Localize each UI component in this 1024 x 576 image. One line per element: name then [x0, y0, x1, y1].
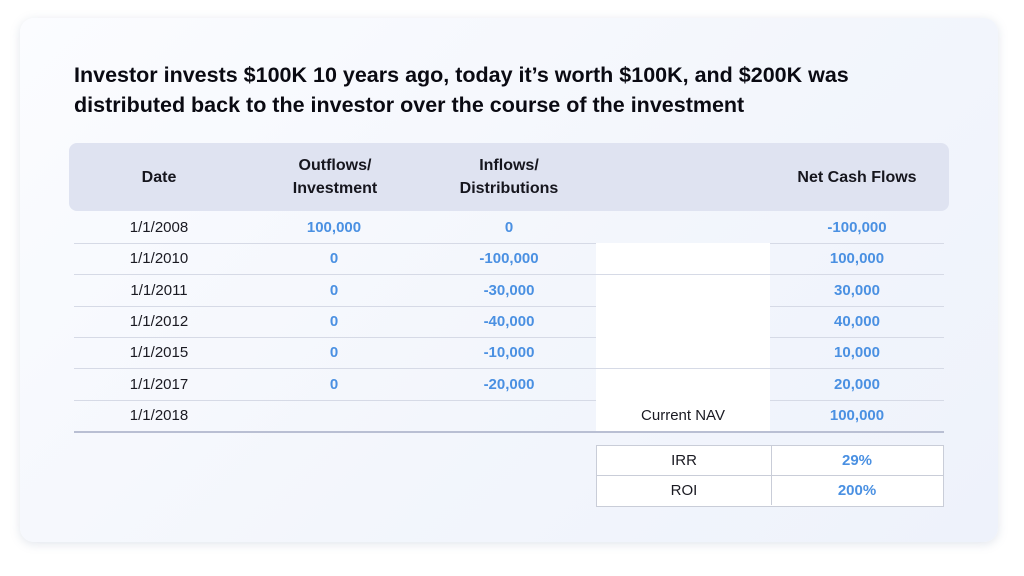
- cell-inflow: -100,000: [479, 250, 539, 267]
- header-outflows-line1: Outflows/: [298, 157, 372, 174]
- summary-label: IRR: [597, 446, 772, 475]
- cell-net: 100,000: [829, 250, 885, 267]
- cell-date: 1/1/2012: [129, 313, 189, 330]
- table-header: [69, 143, 949, 211]
- table-row: [74, 212, 944, 244]
- cell-net: 30,000: [834, 282, 880, 299]
- cell-date: 1/1/2015: [129, 344, 189, 361]
- cell-inflow: [449, 400, 569, 431]
- cell-note: [614, 212, 752, 243]
- table-row: [74, 243, 944, 275]
- cell-note: Current NAV: [641, 407, 725, 424]
- header-net-label: Net Cash Flows: [797, 168, 917, 186]
- header-inflows-line2: Distributions: [459, 180, 559, 197]
- cell-note: [614, 306, 752, 337]
- summary-value: 200%: [837, 482, 877, 499]
- cell-net: -100,000: [827, 219, 887, 236]
- header-inflows-line1: Inflows/: [479, 157, 539, 174]
- header-outflows-line2: Investment: [292, 180, 378, 197]
- cell-inflow: 0: [504, 219, 514, 236]
- cell-note: [614, 243, 752, 274]
- cell-outflow: 0: [329, 376, 339, 393]
- cell-outflow: 0: [329, 344, 339, 361]
- header-outflows: [265, 143, 405, 211]
- cell-net: 100,000: [829, 407, 885, 424]
- cell-date: 1/1/2018: [129, 407, 189, 424]
- cell-inflow: -10,000: [483, 344, 535, 361]
- cell-outflow: 0: [329, 282, 339, 299]
- cell-note: [614, 369, 752, 400]
- table-row: [74, 400, 944, 433]
- summary-row-roi: [596, 476, 944, 507]
- summary-label: ROI: [597, 476, 772, 505]
- cell-inflow: -30,000: [483, 282, 535, 299]
- cell-date: 1/1/2010: [129, 250, 189, 267]
- cell-net: 10,000: [834, 344, 880, 361]
- cell-inflow: -20,000: [483, 376, 535, 393]
- cell-inflow: -40,000: [483, 313, 535, 330]
- table-row: [74, 337, 944, 369]
- table-row: [74, 306, 944, 338]
- cell-date: 1/1/2017: [129, 376, 189, 393]
- header-date: [119, 143, 199, 211]
- cell-date: 1/1/2011: [130, 282, 188, 299]
- cell-outflow: 100,000: [306, 219, 362, 236]
- cell-outflow: [274, 400, 394, 431]
- header-inflows: [434, 143, 584, 211]
- cell-net: 20,000: [834, 376, 880, 393]
- header-date-label: Date: [141, 168, 177, 186]
- page-title: Investor invests $100K 10 years ago, today it’s worth $100K, and $200K was distributed back to the investor over the course of the investment: [74, 63, 849, 117]
- table-row: [74, 369, 944, 401]
- cell-net: 40,000: [834, 313, 880, 330]
- summary-row-irr: [596, 445, 944, 476]
- cell-date: 1/1/2008: [129, 219, 189, 236]
- summary-value: 29%: [841, 452, 873, 469]
- cell-outflow: 0: [329, 313, 339, 330]
- cell-outflow: 0: [329, 250, 339, 267]
- cell-note: [614, 275, 752, 306]
- cell-note: [614, 337, 752, 368]
- header-net: [769, 143, 945, 211]
- table-row: [74, 275, 944, 307]
